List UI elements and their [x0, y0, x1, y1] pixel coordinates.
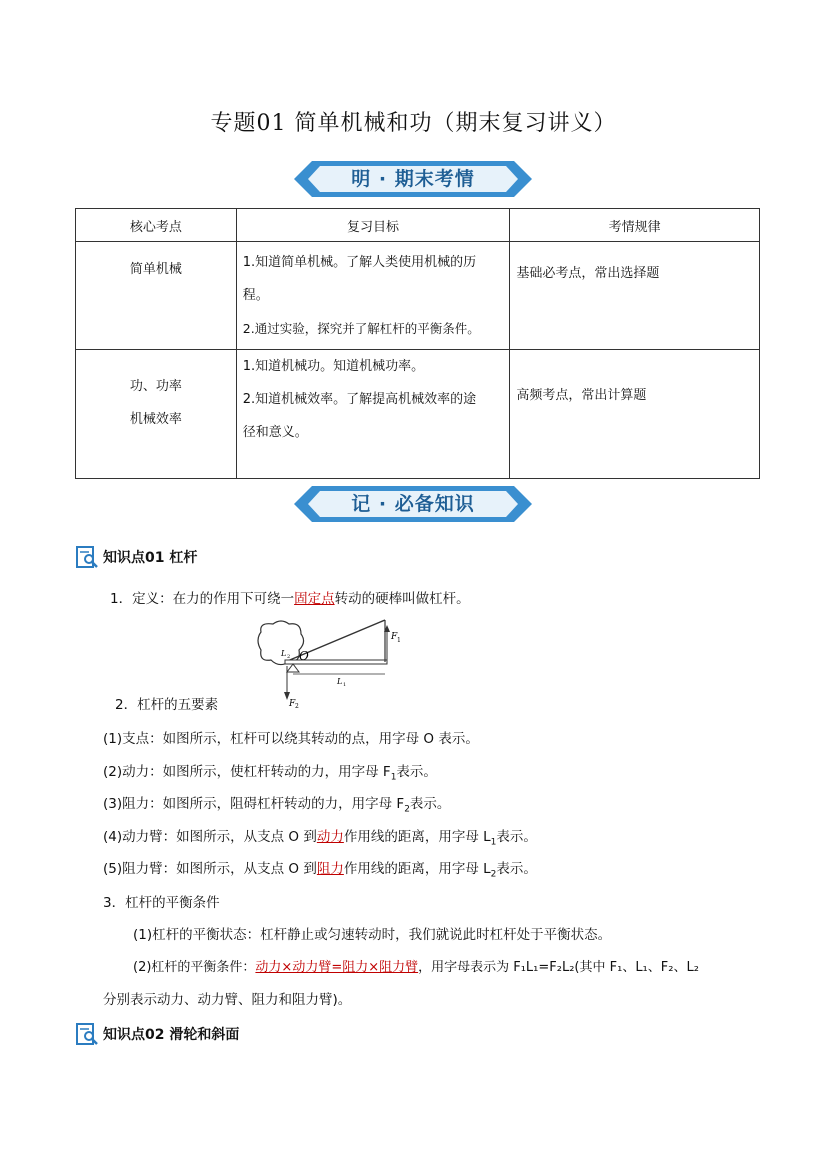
element-load — [103, 792, 450, 815]
pattern-text: 高频考点，常出计算题 — [516, 388, 647, 403]
goal-line: 程。 — [242, 288, 269, 303]
definition-highlight: 固定点 — [294, 591, 335, 607]
label-l1: L — [337, 677, 343, 686]
knowledge-point-title: 知识点02 滑轮和斜面 — [103, 1027, 240, 1043]
definition-text: 1．定义：在力的作用下可绕一 — [110, 591, 295, 607]
section-banner-knowledge — [294, 482, 532, 526]
label-f2-sub: 2 — [295, 703, 299, 708]
knowledge-point-heading — [75, 545, 197, 569]
element-text: 表示。 — [496, 829, 537, 845]
condition-text: ，用字母表示为 F₁L₁=F₂L₂(其中 F₁、L₁、F₂、L₂ — [418, 960, 699, 975]
label-o: O — [299, 649, 309, 663]
balance-condition — [133, 956, 699, 975]
topic-line: 机械效率 — [129, 412, 182, 427]
label-l1-sub: 1 — [343, 682, 347, 688]
section-banner-exam — [294, 157, 532, 201]
pattern-text: 基础必考点，常出选择题 — [516, 266, 660, 281]
balance-heading: 3．杠杆的平衡条件 — [103, 895, 220, 911]
table-cell-goal — [236, 350, 510, 479]
banner-title: 明 · 期末考情 — [351, 168, 475, 190]
subscript: 2 — [490, 869, 497, 880]
table-header-cell: 考情规律 — [510, 209, 760, 242]
element-load-arm — [103, 857, 537, 880]
subscript: 2 — [404, 804, 410, 815]
element-text: 表示。 — [409, 796, 451, 812]
search-doc-icon — [75, 545, 99, 569]
search-doc-icon — [75, 1022, 99, 1046]
condition-highlight: 动力×动力臂=阻力×阻力臂 — [255, 960, 419, 975]
element-effort-arm — [103, 825, 537, 848]
review-table — [75, 208, 760, 479]
goal-line: 径和意义。 — [242, 425, 308, 440]
element-highlight: 阻力 — [316, 861, 344, 877]
lever-diagram — [255, 616, 405, 708]
subscript: 1 — [490, 837, 497, 848]
element-text: 表示。 — [496, 861, 537, 877]
table-header-cell: 核心考点 — [76, 209, 237, 242]
element-text: 表示。 — [396, 764, 437, 780]
subscript: 1 — [390, 772, 397, 783]
table-cell-goal — [236, 242, 510, 350]
condition-text: (2)杠杆的平衡条件： — [133, 960, 256, 975]
label-f1-sub: 1 — [397, 637, 401, 644]
page-title: 专题01 简单机械和功（期末复习讲义） — [210, 111, 617, 136]
definition-text: 转动的硬棒叫做杠杆。 — [334, 591, 470, 607]
goal-line: 1.知道机械功。知道机械功率。 — [242, 359, 425, 374]
goal-line: 1.知道简单机械。了解人类使用机械的历 — [242, 255, 477, 270]
balance-state: (1)杠杆的平衡状态：杠杆静止或匀速转动时，我们就说此时杠杆处于平衡状态。 — [133, 927, 612, 943]
label-l2-sub: 2 — [287, 654, 291, 660]
banner-title: 记 · 必备知识 — [351, 493, 475, 515]
element-highlight: 动力 — [316, 829, 344, 845]
table-cell-topic — [76, 350, 237, 479]
element-text: (5)阻力臂：如图所示，从支点 O 到 — [103, 861, 317, 877]
lever-definition — [110, 587, 470, 607]
goal-line: 2.知道机械效率。了解提高机械效率的途 — [242, 392, 477, 407]
element-text: (4)动力臂：如图所示，从支点 O 到 — [103, 829, 317, 845]
element-text: (3)阻力：如图所示，阻碍杠杆转动的力，用字母 F — [103, 796, 405, 812]
label-f2: F — [289, 699, 296, 708]
five-elements-heading: 2．杠杆的五要素 — [115, 697, 219, 713]
table-cell-topic — [76, 242, 237, 350]
element-pivot: (1)支点：如图所示，杠杆可以绕其转动的点，用字母 O 表示。 — [103, 731, 479, 747]
knowledge-point-title: 知识点01 杠杆 — [103, 550, 198, 566]
element-effort — [103, 760, 437, 783]
label-l2: L — [281, 649, 287, 658]
table-row — [76, 242, 760, 350]
goal-line: 2.通过实验，探究并了解杠杆的平衡条件。 — [242, 321, 480, 336]
table-header-row — [76, 209, 760, 242]
element-text: 作用线的距离，用字母 L — [343, 861, 491, 877]
topic-line: 功、功率 — [129, 379, 182, 394]
element-text: (2)动力：如图所示，使杠杆转动的力，用字母 F — [103, 764, 391, 780]
element-text: 作用线的距离，用字母 L — [343, 829, 491, 845]
table-cell-pattern — [510, 242, 760, 350]
balance-condition-cont: 分别表示动力、动力臂、阻力和阻力臂)。 — [103, 992, 352, 1008]
label-f1: F — [391, 632, 398, 642]
table-row — [76, 350, 760, 479]
knowledge-point-heading — [75, 1022, 239, 1046]
table-cell-pattern — [510, 350, 760, 479]
topic-line: 简单机械 — [129, 262, 182, 277]
table-header-cell: 复习目标 — [236, 209, 510, 242]
